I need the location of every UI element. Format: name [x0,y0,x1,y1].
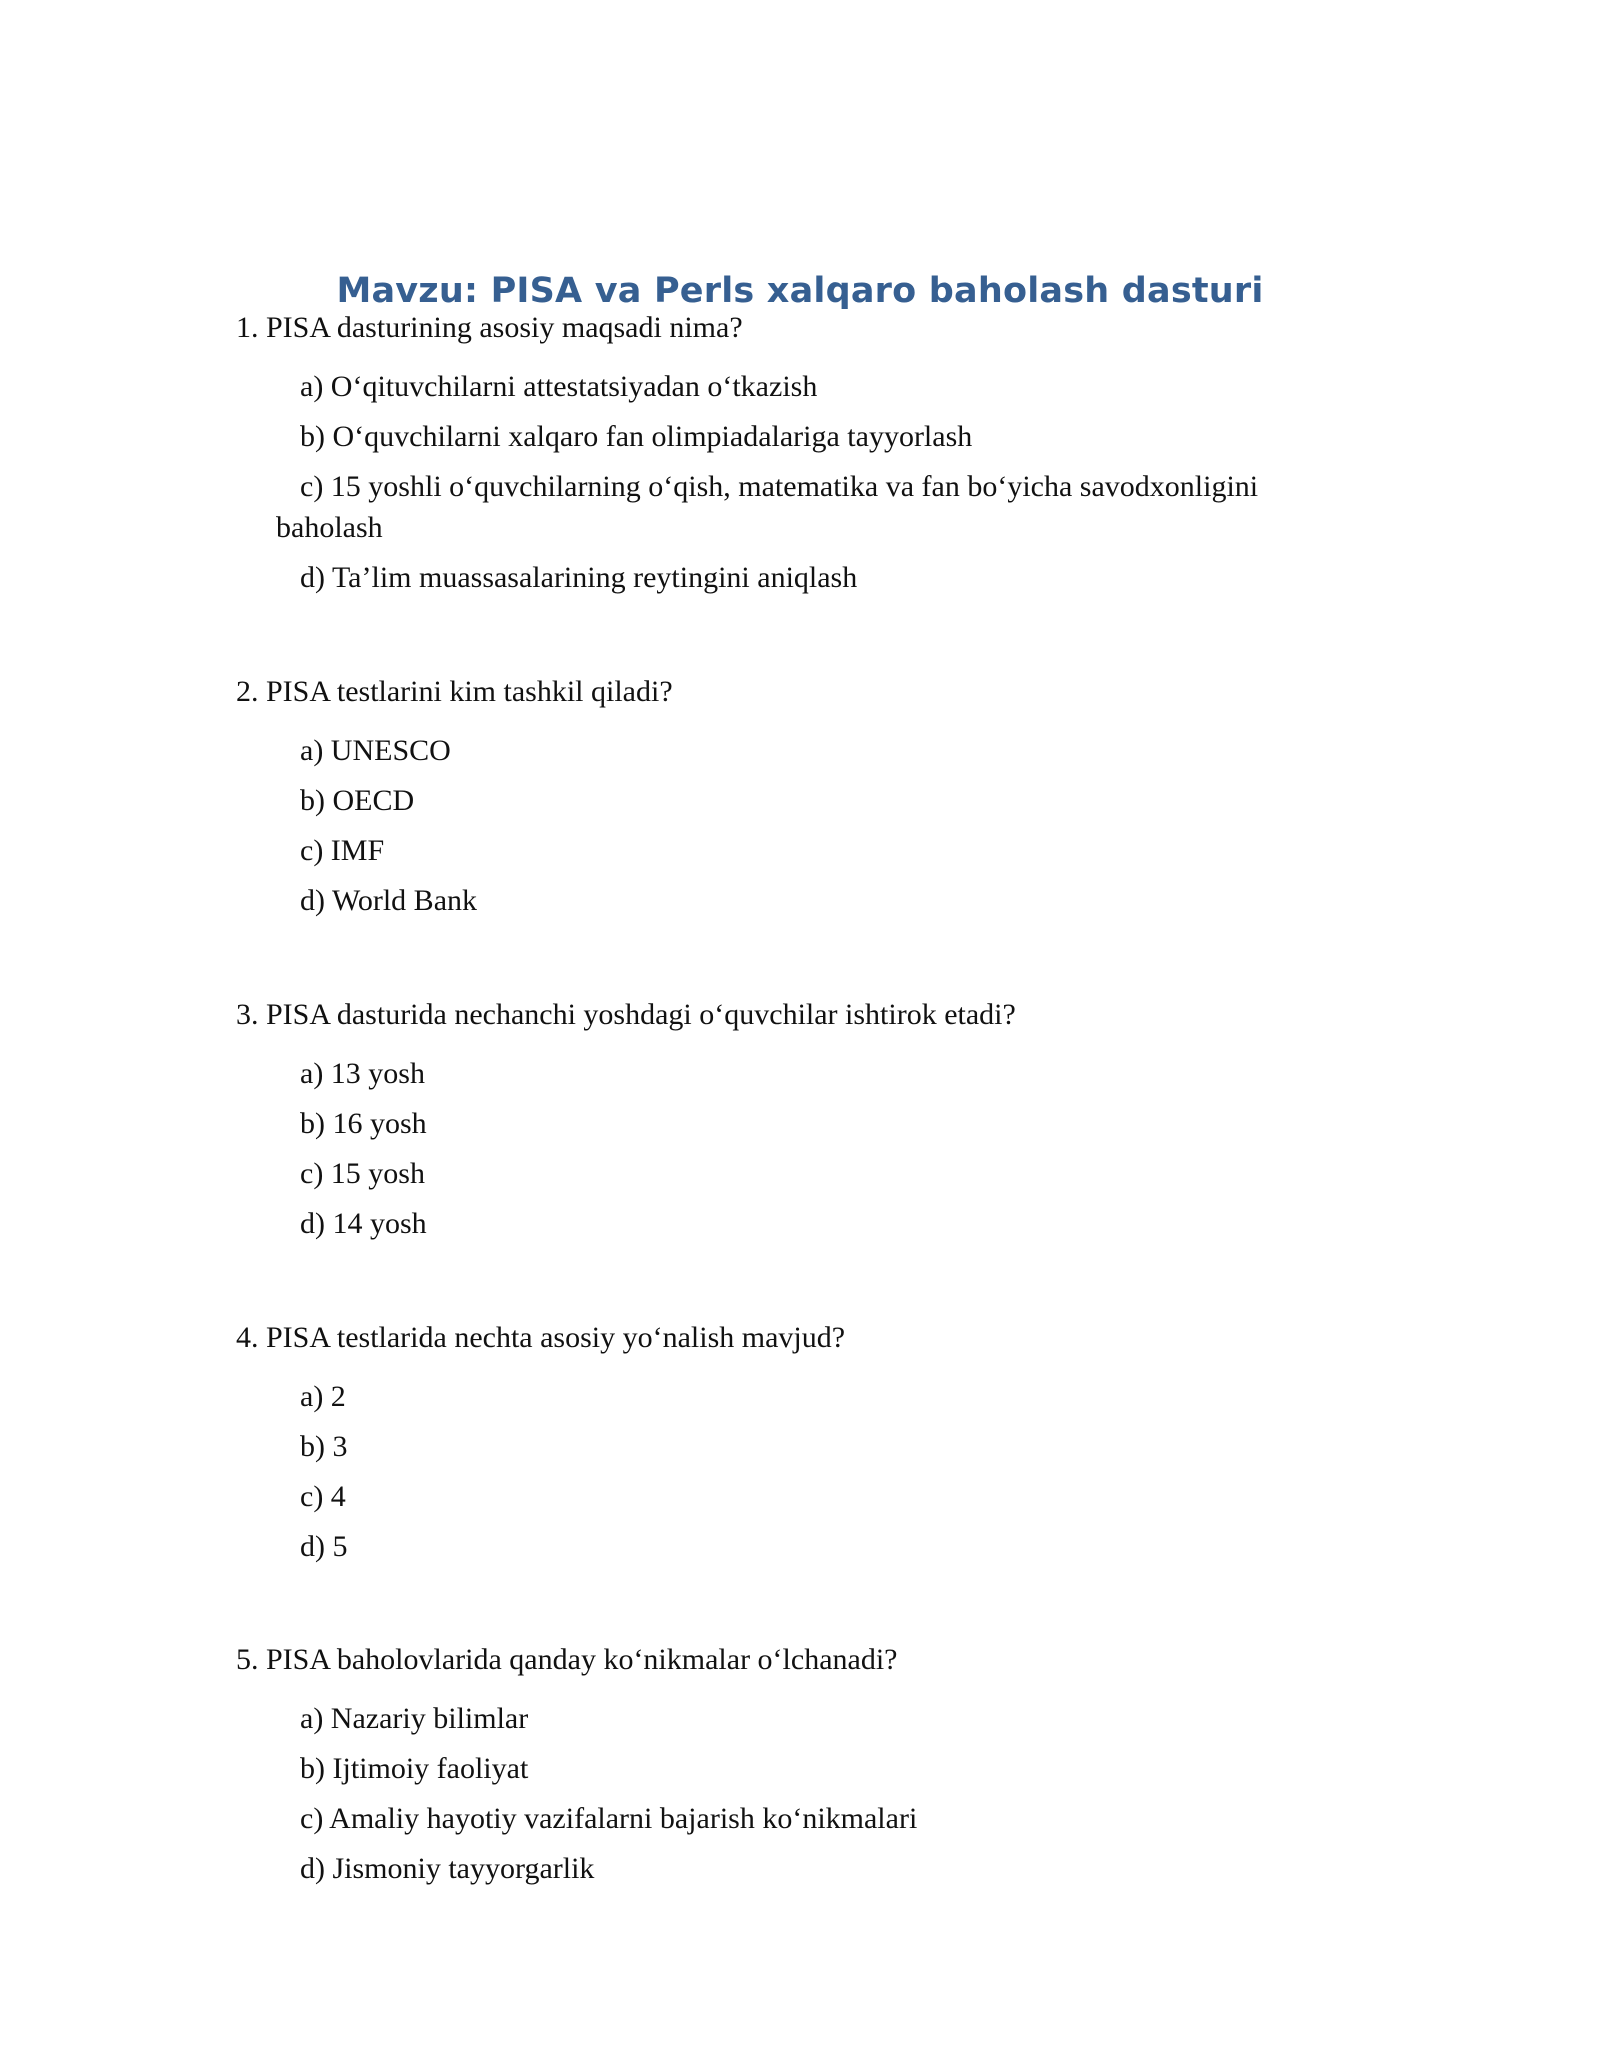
question-1-options [236,366,1366,598]
document-title: Mavzu: PISA va Perls xalqaro baholash dasturi [336,271,1264,312]
question-3-options [236,1053,1366,1244]
question-block-1 [236,308,1366,607]
question-4-options [236,1376,1366,1567]
question-5-options [236,1698,1366,1889]
question-2-options [236,730,1366,921]
question-3-option-b: b) 16 yosh [300,1107,427,1140]
question-1-text: 1. PISA dasturining asosiy maqsadi nima? [236,311,743,344]
question-5-option-d: d) Jismoniy tayyorgarlik [300,1852,595,1885]
question-5-option-b: b) Ijtimoiy faoliyat [300,1752,529,1785]
question-block-3 [236,995,1366,1253]
question-2-text: 2. PISA testlarini kim tashkil qiladi? [236,675,673,708]
question-1-option-d: d) Ta’lim muassasalarining reytingini aniqlash [300,561,858,594]
question-1-option-a: a) O‘qituvchilarni attestatsiyadan o‘tkazish [300,370,818,403]
question-2-option-c: c) IMF [300,834,385,867]
question-block-2 [236,672,1366,930]
question-3-text: 3. PISA dasturida nechanchi yoshdagi o‘quvchilar ishtirok etadi? [236,998,1016,1031]
question-1-option-b: b) O‘quvchilarni xalqaro fan olimpiadalariga tayyorlash [300,420,973,453]
question-5-option-a: a) Nazariy bilimlar [300,1702,529,1735]
question-2-option-b: b) OECD [300,784,415,817]
question-block-4 [236,1318,1366,1576]
question-4-text: 4. PISA testlarida nechta asosiy yo‘nalish mavjud? [236,1321,846,1354]
question-5-option-c: c) Amaliy hayotiy vazifalarni bajarish ko‘nikmalari [300,1802,918,1835]
question-4-option-d: d) 5 [300,1530,348,1563]
question-4-option-a: a) 2 [300,1380,346,1413]
question-block-5 [236,1640,1366,1898]
question-2-option-a: a) UNESCO [300,734,451,767]
question-1-option-c: c) 15 yoshli o‘quvchilarning o‘qish, matematika va fan bo‘yicha savodxonligini baholash [276,470,1259,544]
question-3-option-a: a) 13 yosh [300,1057,425,1090]
question-5-text: 5. PISA baholovlarida qanday ko‘nikmalar o‘lchanadi? [236,1643,898,1676]
question-2-option-d: d) World Bank [300,884,478,917]
question-3-option-d: d) 14 yosh [300,1207,427,1240]
question-4-option-c: c) 4 [300,1480,346,1513]
question-3-option-c: c) 15 yosh [300,1157,425,1190]
question-4-option-b: b) 3 [300,1430,348,1463]
